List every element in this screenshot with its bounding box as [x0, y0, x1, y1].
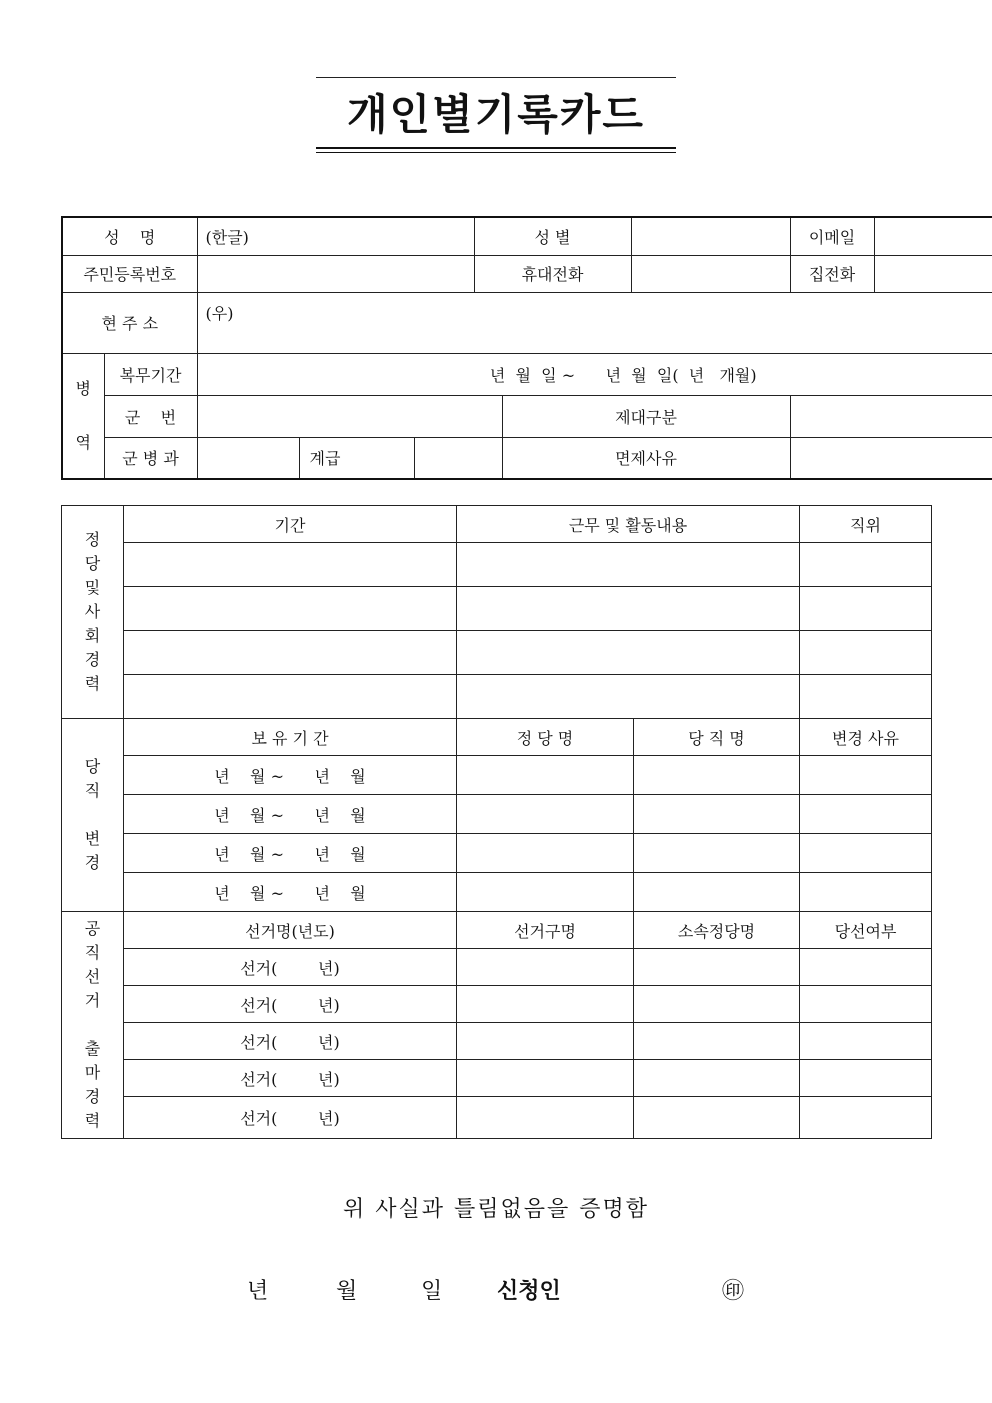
table-row: [62, 756, 932, 795]
election-result-cell[interactable]: [800, 1023, 932, 1060]
table-row: [62, 949, 932, 986]
party-period-cell[interactable]: 년 월 ~ 년 월: [124, 873, 457, 912]
party-post-cell[interactable]: [634, 834, 800, 873]
mobile-label: 휴대전화: [474, 255, 631, 292]
election-side-char: 마: [84, 1063, 101, 1082]
table-row: [62, 543, 932, 587]
career-side-char: 사: [84, 602, 101, 621]
career-side-char: 경: [84, 650, 101, 669]
party-header-reason: 변경 사유: [800, 719, 932, 756]
election-result-cell[interactable]: [800, 949, 932, 986]
election-side-char: 출: [84, 1039, 101, 1058]
branch-field[interactable]: [197, 437, 299, 479]
discharge-type-field[interactable]: [790, 395, 992, 437]
career-header-position: 직위: [800, 506, 932, 543]
mobile-field[interactable]: [631, 255, 790, 292]
military-label-2: 역: [75, 432, 91, 452]
address-field[interactable]: (우): [197, 292, 992, 353]
election-party-cell[interactable]: [634, 1060, 800, 1097]
table-row: [62, 795, 932, 834]
election-party-cell[interactable]: [634, 1097, 800, 1139]
party-period-cell[interactable]: 년 월 ~ 년 월: [124, 756, 457, 795]
election-side-label: [62, 912, 124, 1139]
rank-field[interactable]: [414, 437, 502, 479]
applicant-signature-field[interactable]: [568, 1274, 718, 1302]
title-bottom-rule-thin: [316, 152, 676, 153]
history-table: [61, 505, 932, 1139]
career-side-label: [62, 506, 124, 719]
rrn-label: 주민등록번호: [62, 255, 197, 292]
election-header-party: 소속정당명: [634, 912, 800, 949]
table-row: [62, 587, 932, 631]
election-side-char: 공: [84, 919, 101, 938]
exemption-label: 면제사유: [502, 437, 790, 479]
election-district-cell[interactable]: [457, 1060, 634, 1097]
party-post-cell[interactable]: [634, 795, 800, 834]
career-position-cell[interactable]: [800, 631, 932, 675]
election-party-cell[interactable]: [634, 949, 800, 986]
election-name-cell[interactable]: 선거( 년): [124, 1023, 457, 1060]
service-number-label: 군 번: [104, 395, 197, 437]
party-name-cell[interactable]: [457, 873, 634, 912]
party-header-period: 보 유 기 간: [124, 719, 457, 756]
discharge-type-label: 제대구분: [502, 395, 790, 437]
personal-info-table: [61, 216, 992, 480]
election-district-cell[interactable]: [457, 986, 634, 1023]
gender-field[interactable]: [631, 217, 790, 255]
election-result-cell[interactable]: [800, 1097, 932, 1139]
election-result-cell[interactable]: [800, 986, 932, 1023]
home-phone-label: 집전화: [790, 255, 874, 292]
party-post-cell[interactable]: [634, 756, 800, 795]
career-header-activity: 근무 및 활동내용: [457, 506, 800, 543]
party-header-post: 당 직 명: [634, 719, 800, 756]
name-label: 성 명: [62, 217, 197, 255]
career-side-char: 및: [84, 578, 101, 597]
party-period-cell[interactable]: 년 월 ~ 년 월: [124, 795, 457, 834]
table-row: [62, 1023, 932, 1060]
career-period-cell[interactable]: [124, 631, 457, 675]
table-row: [62, 834, 932, 873]
title-top-rule: [316, 77, 676, 78]
table-row: [62, 631, 932, 675]
military-label-1: 병: [75, 378, 91, 398]
election-party-cell[interactable]: [634, 986, 800, 1023]
career-position-cell[interactable]: [800, 587, 932, 631]
election-header-district: 선거구명: [457, 912, 634, 949]
career-period-cell[interactable]: [124, 675, 457, 719]
email-field[interactable]: [874, 217, 992, 255]
election-district-cell[interactable]: [457, 1023, 634, 1060]
career-activity-cell[interactable]: [457, 631, 800, 675]
military-side-label: [62, 353, 104, 479]
table-row: [62, 1097, 932, 1139]
election-side-char: 경: [84, 1087, 101, 1106]
table-row: [62, 873, 932, 912]
career-activity-cell[interactable]: [457, 543, 800, 587]
election-side-char: 력: [84, 1111, 101, 1130]
party-side-char: 경: [84, 853, 101, 872]
career-position-cell[interactable]: [800, 543, 932, 587]
party-reason-cell[interactable]: [800, 756, 932, 795]
rrn-field[interactable]: [197, 255, 474, 292]
party-side-char: 변: [84, 829, 101, 848]
career-side-char: 회: [84, 626, 101, 645]
party-name-cell[interactable]: [457, 834, 634, 873]
applicant-label: 신청인: [497, 1278, 561, 1304]
service-period-label: 복무기간: [104, 353, 197, 395]
election-name-cell[interactable]: 선거( 년): [124, 949, 457, 986]
party-reason-cell[interactable]: [800, 795, 932, 834]
party-side-char: 직: [84, 781, 101, 800]
party-name-cell[interactable]: [457, 795, 634, 834]
election-result-cell[interactable]: [800, 1060, 932, 1097]
party-name-cell[interactable]: [457, 756, 634, 795]
branch-label: 군 병 과: [104, 437, 197, 479]
table-row: [62, 986, 932, 1023]
name-field[interactable]: (한글): [197, 217, 474, 255]
address-label: 현 주 소: [62, 292, 197, 353]
seal-mark: ㊞: [722, 1279, 745, 1304]
rank-label: 계급: [299, 437, 414, 479]
sign-year-label: 년: [247, 1279, 269, 1304]
title-bottom-rule-thick: [316, 147, 676, 149]
election-header-result: 당선여부: [800, 912, 932, 949]
party-post-cell[interactable]: [634, 873, 800, 912]
party-change-side-label: [62, 719, 124, 912]
election-district-cell[interactable]: [457, 949, 634, 986]
certification-statement: 위 사실과 틀림없음을 증명함: [342, 1197, 649, 1222]
election-name-cell[interactable]: 선거( 년): [124, 1060, 457, 1097]
career-activity-cell[interactable]: [457, 675, 800, 719]
career-side-char: 력: [84, 674, 101, 693]
party-header-name: 정 당 명: [457, 719, 634, 756]
career-side-char: 정: [84, 530, 101, 549]
election-side-char: 선: [84, 967, 101, 986]
career-side-char: 당: [84, 554, 101, 573]
election-side-char: 직: [84, 943, 101, 962]
career-header-period: 기간: [124, 506, 457, 543]
election-name-cell[interactable]: 선거( 년): [124, 986, 457, 1023]
table-row: [62, 675, 932, 719]
party-reason-cell[interactable]: [800, 873, 932, 912]
election-name-cell[interactable]: 선거( 년): [124, 1097, 457, 1139]
party-side-char: 당: [84, 757, 101, 776]
title-block: [316, 77, 676, 155]
election-side-char: 거: [84, 991, 101, 1010]
email-label: 이메일: [790, 217, 874, 255]
home-phone-field[interactable]: [874, 255, 992, 292]
career-position-cell[interactable]: [800, 675, 932, 719]
election-header-name: 선거명(년도): [124, 912, 457, 949]
party-reason-cell[interactable]: [800, 834, 932, 873]
page-title: 개인별기록카드: [346, 90, 645, 139]
election-district-cell[interactable]: [457, 1097, 634, 1139]
service-period-field[interactable]: 년 월 일 ~ 년 월 일( 년 개월): [197, 353, 992, 395]
career-period-cell[interactable]: [124, 543, 457, 587]
service-number-field[interactable]: [197, 395, 502, 437]
career-period-cell[interactable]: [124, 587, 457, 631]
gender-label: 성 별: [474, 217, 631, 255]
election-party-cell[interactable]: [634, 1023, 800, 1060]
sign-day-label: 일: [421, 1279, 443, 1304]
exemption-field[interactable]: [790, 437, 992, 479]
party-period-cell[interactable]: 년 월 ~ 년 월: [124, 834, 457, 873]
table-row: [62, 1060, 932, 1097]
career-activity-cell[interactable]: [457, 587, 800, 631]
sign-month-label: 월: [336, 1279, 358, 1304]
